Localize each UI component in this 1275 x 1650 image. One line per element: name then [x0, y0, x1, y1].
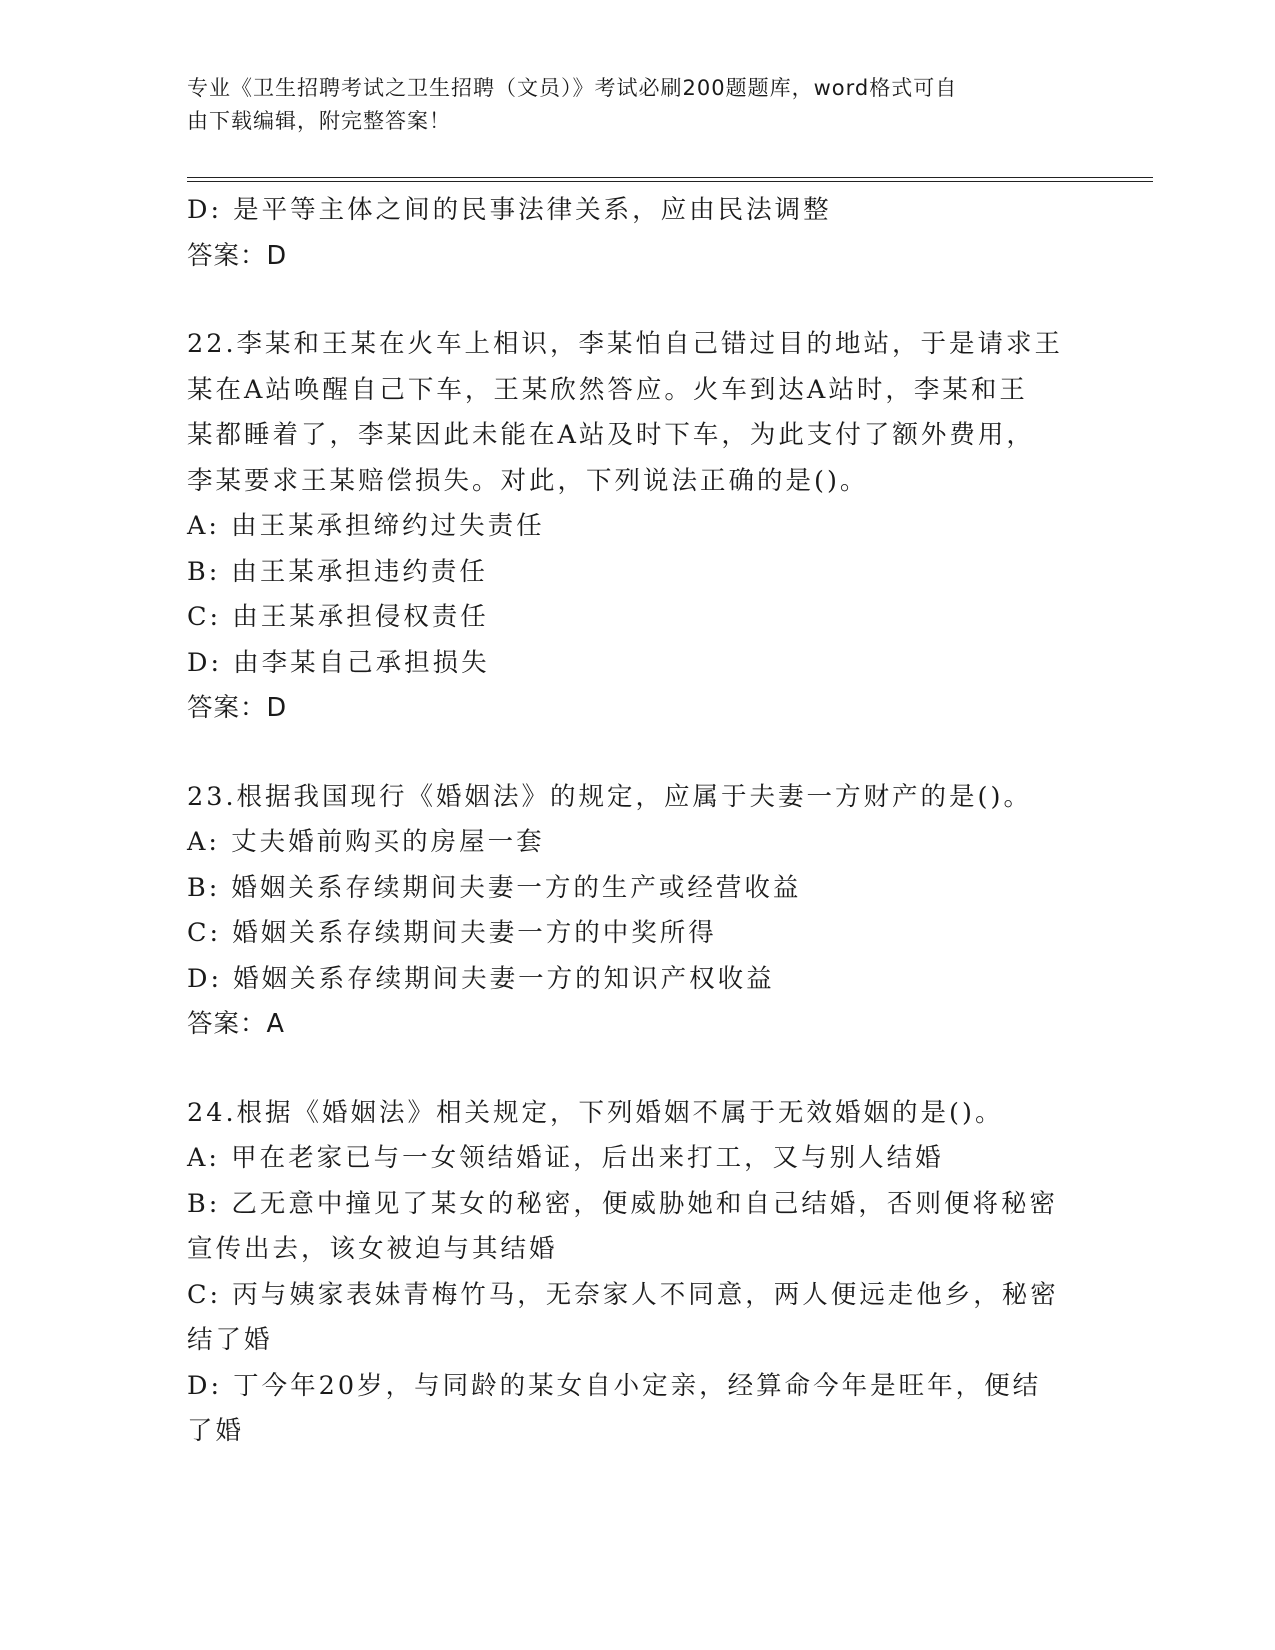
- header-line-1: 专业《卫生招聘考试之卫生招聘（文员）》考试必刷200题题库，word格式可自: [187, 76, 958, 100]
- document-header: [187, 72, 1067, 138]
- option-line: 了婚: [187, 1416, 245, 1446]
- option-line: 结了婚: [187, 1325, 273, 1355]
- question-text-line: 24.根据《婚姻法》相关规定，下列婚姻不属于无效婚姻的是()。: [187, 1097, 1004, 1128]
- option-line: B: 由王某承担违约责任: [187, 556, 488, 587]
- answer-line: 答案：A: [187, 1009, 285, 1039]
- option-line: D: 由李某自己承担损失: [187, 647, 490, 678]
- option-line: A: 甲在老家已与一女领结婚证，后出来打工，又与别人结婚: [187, 1143, 944, 1173]
- block-spacer: [187, 1048, 1067, 1091]
- option-line: 宣传出去，该女被迫与其结婚: [187, 1234, 558, 1264]
- header-divider-top: [187, 177, 1153, 178]
- question-block: [187, 1091, 1067, 1455]
- option-line: C: 婚姻关系存续期间夫妻一方的中奖所得: [187, 918, 717, 948]
- question-text-line: 23.根据我国现行《婚姻法》的规定，应属于夫妻一方财产的是()。: [187, 781, 1032, 812]
- question-block: [187, 322, 1067, 732]
- question-block: [187, 775, 1067, 1048]
- option-line: D: 丁今年20岁，与同龄的某女自小定亲，经算命今年是旺年，便结: [187, 1370, 1042, 1401]
- option-line: C: 丙与姨家表妹青梅竹马，无奈家人不同意，两人便远走他乡，秘密: [187, 1279, 1059, 1310]
- header-line-2: 由下载编辑，附完整答案！: [187, 109, 451, 133]
- block-spacer: [187, 732, 1067, 775]
- option-line: B: 婚姻关系存续期间夫妻一方的生产或经营收益: [187, 872, 802, 903]
- option-line: B: 乙无意中撞见了某女的秘密，便威胁她和自己结婚，否则便将秘密: [187, 1188, 1058, 1219]
- question-block: [187, 188, 1067, 279]
- option-line: D: 是平等主体之间的民事法律关系，应由民法调整: [187, 195, 832, 225]
- question-text-line: 李某要求王某赔偿损失。对此，下列说法正确的是()。: [187, 465, 869, 496]
- option-line: A: 丈夫婚前购买的房屋一套: [187, 827, 545, 857]
- answer-line: 答案：D: [187, 693, 288, 723]
- answer-line: 答案：D: [187, 240, 288, 271]
- header-divider-bottom: [187, 181, 1153, 182]
- question-text-line: 某在A站唤醒自己下车，王某欣然答应。火车到达A站时，李某和王: [187, 374, 1028, 405]
- option-line: D: 婚姻关系存续期间夫妻一方的知识产权收益: [187, 963, 775, 994]
- option-line: C: 由王某承担侵权责任: [187, 602, 489, 632]
- option-line: A: 由王某承担缔约过失责任: [187, 511, 545, 541]
- block-spacer: [187, 279, 1067, 322]
- question-text-line: 22.李某和王某在火车上相识，李某怕自己错过目的地站，于是请求王: [187, 329, 1064, 359]
- question-text-line: 某都睡着了，李某因此未能在A站及时下车，为此支付了额外费用，: [187, 420, 1035, 450]
- question-content: [187, 188, 1067, 1455]
